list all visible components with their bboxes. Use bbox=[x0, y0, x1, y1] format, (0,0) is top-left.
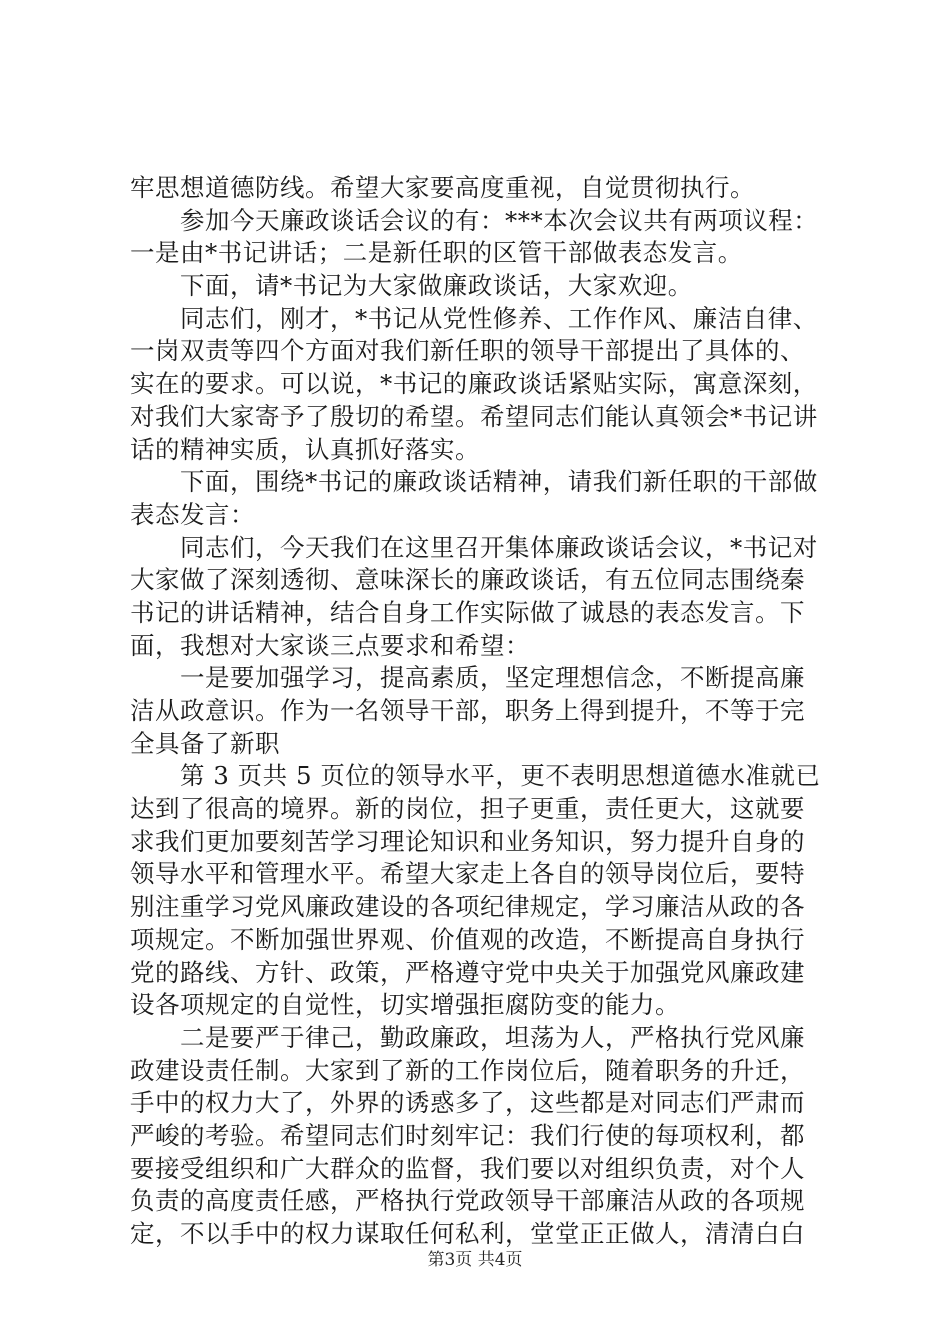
text-line: 表态发言： bbox=[130, 499, 255, 529]
text-line: 手中的权力大了，外界的诱惑多了，这些都是对同志们严肃而 bbox=[130, 1088, 805, 1118]
text-line: 话的精神实质，认真抓好落实。 bbox=[130, 434, 480, 464]
text-line: 面，我想对大家谈三点要求和希望： bbox=[130, 630, 530, 660]
text-line: 参加今天廉政谈话会议的有：***本次会议共有两项议程： bbox=[180, 205, 819, 235]
text-line: 达到了很高的境界。新的岗位，担子更重，责任更大，这就要 bbox=[130, 794, 805, 824]
text-line: 党的路线、方针、政策，严格遵守党中央关于加强党风廉政建 bbox=[130, 957, 805, 987]
text-line: 二是要严于律己，勤政廉政，坦荡为人，严格执行党风廉 bbox=[180, 1022, 805, 1052]
text-line: 要接受组织和广大群众的监督，我们要以对组织负责，对个人 bbox=[130, 1153, 805, 1183]
text-line: 第 3 页共 5 页位的领导水平，更不表明思想道德水准就已 bbox=[180, 761, 821, 791]
text-line: 书记的讲话精神，结合自身工作实际做了诚恳的表态发言。下 bbox=[130, 597, 805, 627]
text-line: 一是由*书记讲话；二是新任职的区管干部做表态发言。 bbox=[130, 238, 743, 268]
text-line: 负责的高度责任感，严格执行党政领导干部廉洁从政的各项规 bbox=[130, 1186, 805, 1216]
text-line: 定，不以手中的权力谋取任何私利，堂堂正正做人，清清白白 bbox=[130, 1219, 805, 1248]
text-line: 领导水平和管理水平。希望大家走上各自的领导岗位后，要特 bbox=[130, 859, 805, 889]
text-line: 项规定。不断加强世界观、价值观的改造，不断提高自身执行 bbox=[130, 924, 805, 954]
text-line: 政建设责任制。大家到了新的工作岗位后，随着职务的升迁， bbox=[130, 1055, 805, 1085]
document-body bbox=[130, 172, 830, 1251]
text-line: 洁从政意识。作为一名领导干部，职务上得到提升，不等于完 bbox=[130, 696, 805, 725]
text-line: 下面，围绕*书记的廉政谈话精神，请我们新任职的干部做 bbox=[180, 467, 818, 497]
text-line: 同志们，今天我们在这里召开集体廉政谈话会议，*书记对 bbox=[180, 532, 818, 562]
text-line: 严峻的考验。希望同志们时刻牢记：我们行使的每项权利，都 bbox=[130, 1120, 805, 1150]
text-line: 一是要加强学习，提高素质，坚定理想信念，不断提高廉 bbox=[180, 663, 805, 693]
text-line: 求我们更加要刻苦学习理论知识和业务知识，努力提升自身的 bbox=[130, 826, 805, 856]
text-line: 全具备了新职 bbox=[130, 728, 280, 758]
text-line: 下面，请*书记为大家做廉政谈话，大家欢迎。 bbox=[180, 271, 693, 301]
text-line: 设各项规定的自觉性，切实增强拒腐防变的能力。 bbox=[130, 990, 680, 1020]
text-line: 一岗双责等四个方面对我们新任职的领导干部提出了具体的、 bbox=[130, 336, 805, 366]
text-line: 牢思想道德防线。希望大家要高度重视，自觉贯彻执行。 bbox=[130, 173, 755, 202]
page-footer: 第3页 共4页 bbox=[427, 1250, 523, 1270]
text-line: 大家做了深刻透彻、意味深长的廉政谈话，有五位同志围绕秦 bbox=[130, 565, 805, 595]
text-line: 同志们，刚才，*书记从党性修养、工作作风、廉洁自律、 bbox=[180, 303, 818, 333]
text-line: 实在的要求。可以说，*书记的廉政谈话紧贴实际，寓意深刻， bbox=[130, 369, 818, 399]
text-line: 别注重学习党风廉政建设的各项纪律规定，学习廉洁从政的各 bbox=[130, 892, 805, 922]
text-line: 对我们大家寄予了殷切的希望。希望同志们能认真领会*书记讲 bbox=[130, 401, 818, 431]
